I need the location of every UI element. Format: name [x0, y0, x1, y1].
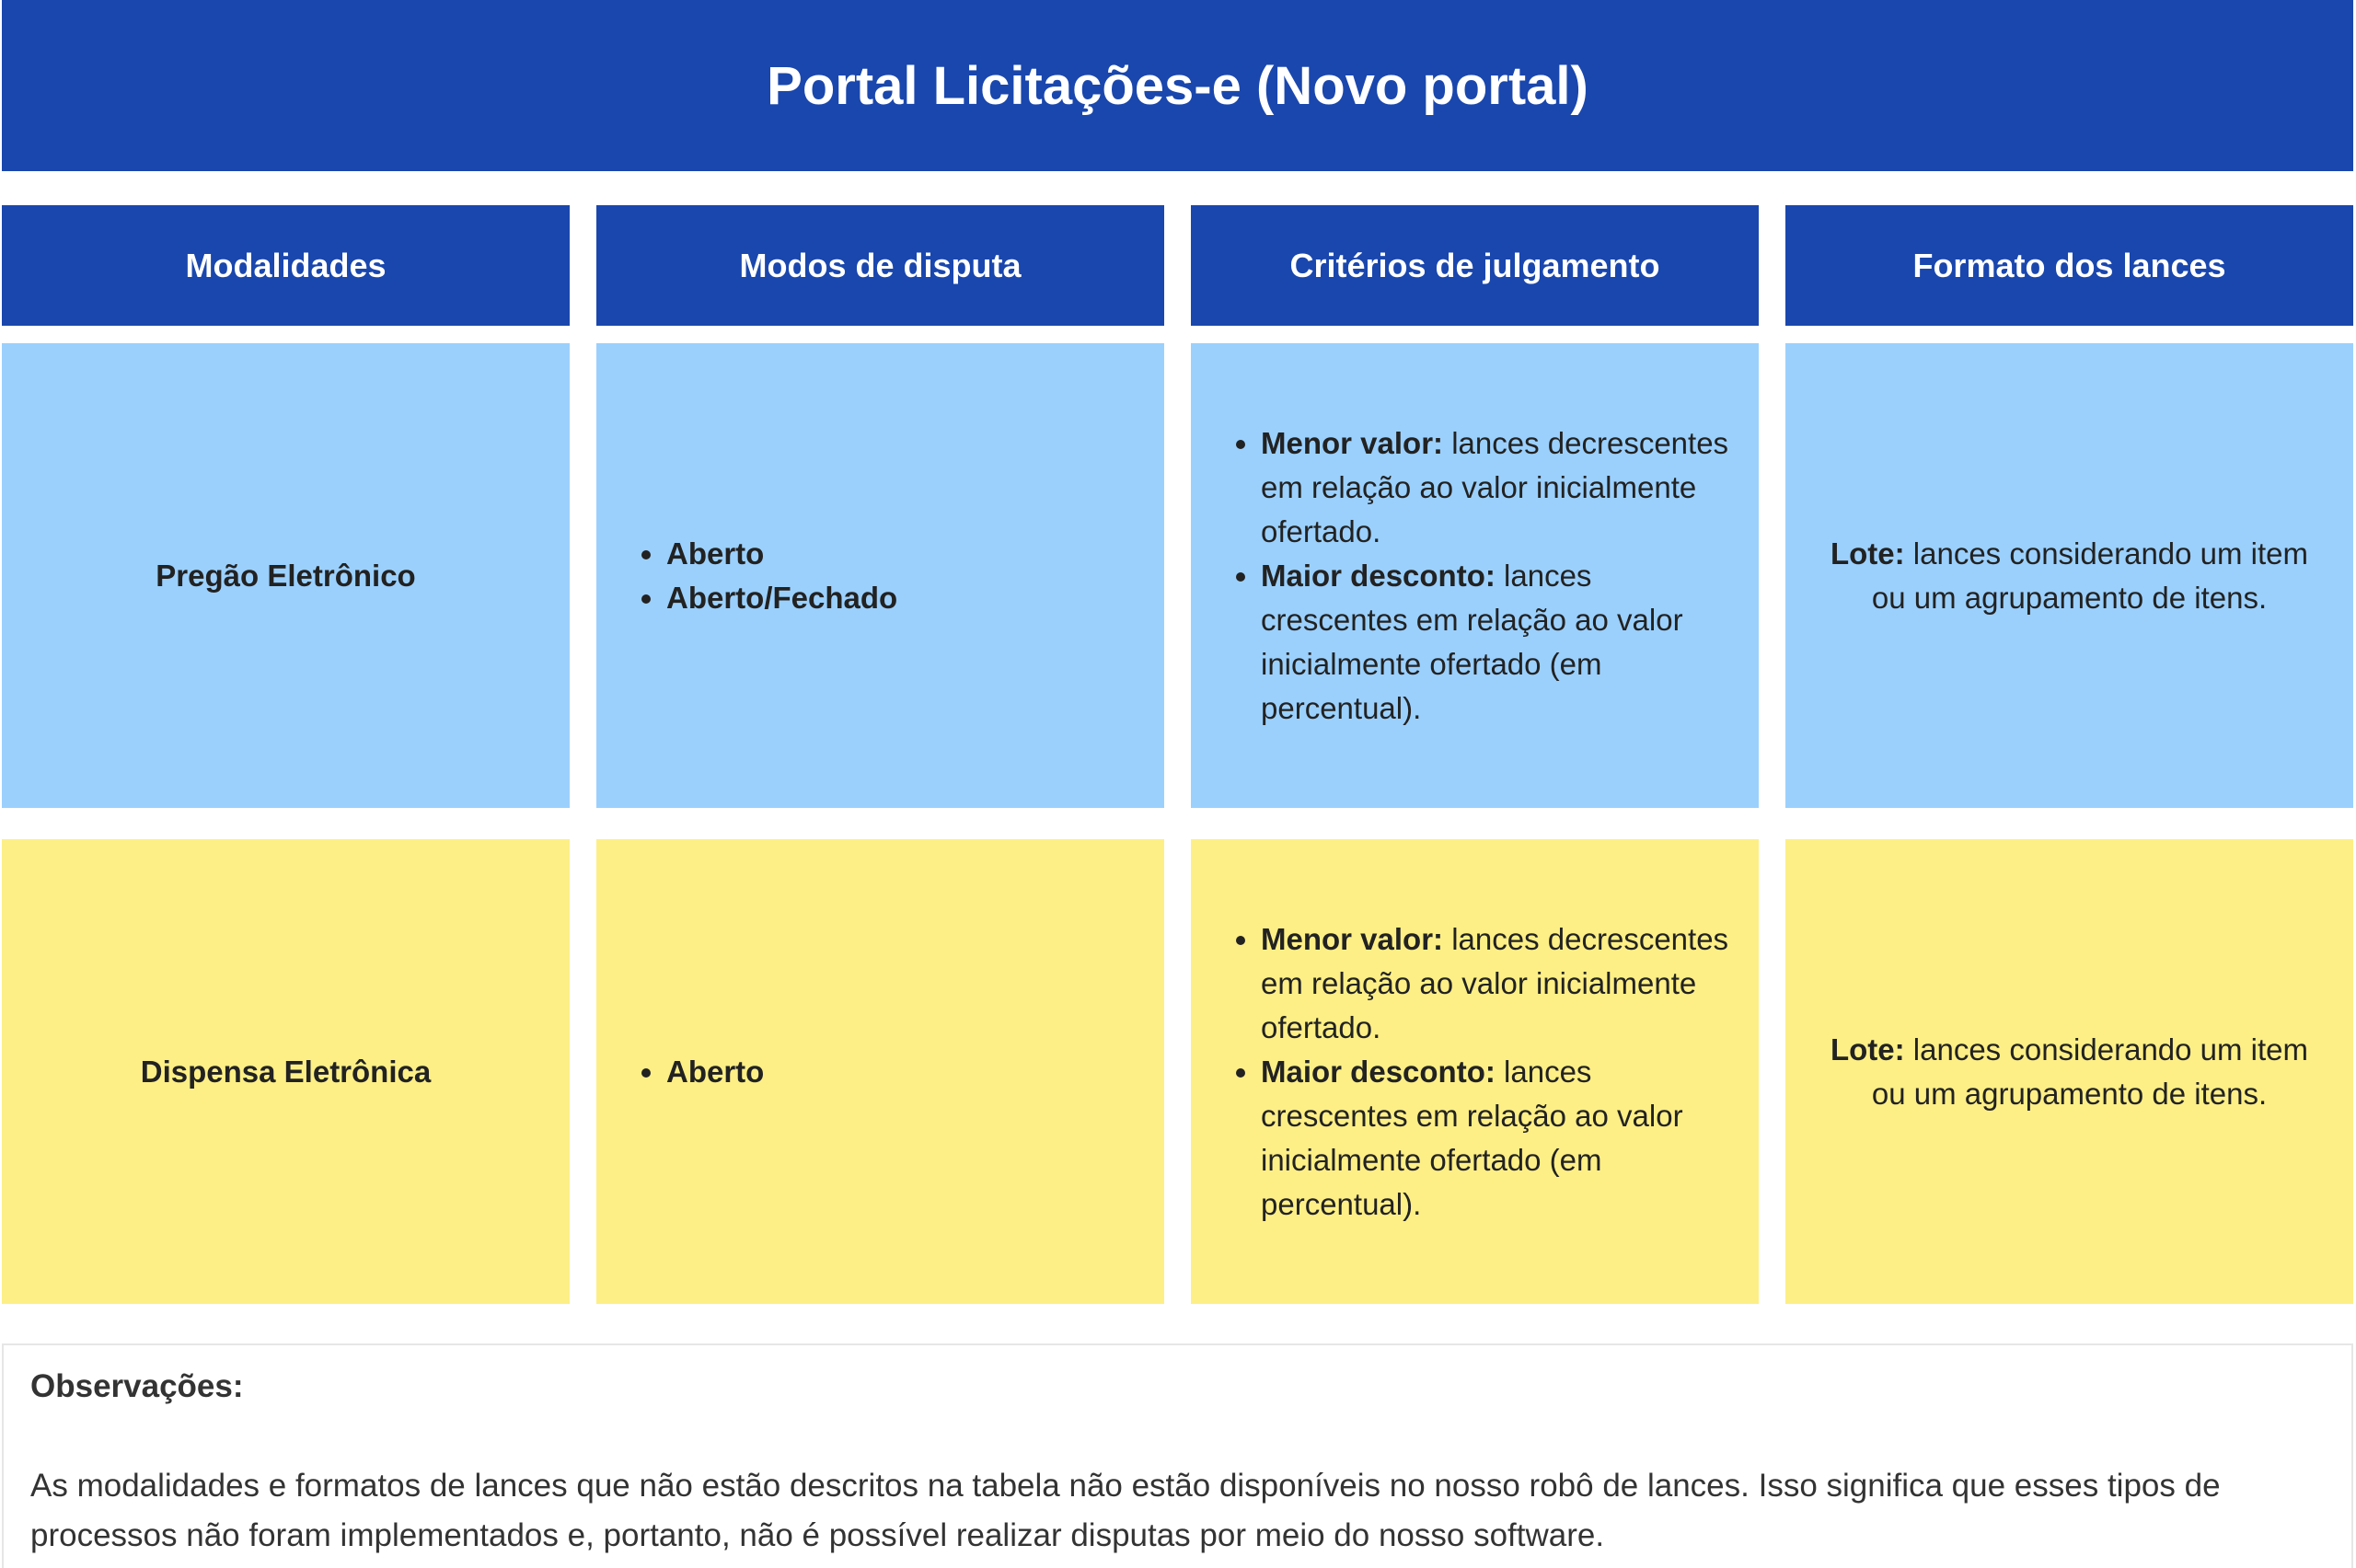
observations-title: Observações:	[30, 1368, 244, 1404]
criterio-item	[1261, 554, 1737, 731]
criterio-text: lances decrescentes em relação ao valor inicialmente ofertado.	[1261, 921, 1729, 1044]
modo-item: • Aberto/Fechado	[666, 576, 897, 620]
formato-text: lances considerando um item ou um agrupamento de itens.	[1871, 1032, 2309, 1111]
criterios-list	[1231, 917, 1737, 1227]
criterio-text: lances decrescentes em relação ao valor inicialmente ofertado.	[1261, 425, 1729, 548]
formato-cell	[1785, 839, 2353, 1304]
formato-text: lances considerando um item ou um agrupamento de itens.	[1871, 536, 2309, 615]
criterios-cell	[1191, 839, 1759, 1304]
column-header-modalidades: Modalidades	[2, 205, 570, 326]
modalidade-label: Pregão Eletrônico	[156, 558, 416, 593]
criterios-list	[1231, 421, 1737, 731]
page-title: Portal Licitações-e (Novo portal)	[2, 0, 2353, 171]
formato-cell	[1785, 343, 2353, 808]
criterio-label: Menor valor:	[1261, 921, 1444, 956]
modos-list	[637, 532, 897, 620]
modos-cell	[596, 839, 1164, 1304]
criterio-text: lances crescentes em relação ao valor inicialmente ofertado (em percentual).	[1261, 558, 1683, 725]
formato-description	[1785, 532, 2353, 620]
modalidade-cell	[2, 343, 570, 808]
criterio-text: lances crescentes em relação ao valor inicialmente ofertado (em percentual).	[1261, 1054, 1683, 1221]
observations-text: As modalidades e formatos de lances que não estão descritos na tabela não estão disponíveis no nosso robô de lances. Isso significa que esses tipos de processos não foram implementados e, portanto, não é possível realizar disputas por meio do nosso software.	[30, 1468, 2221, 1553]
modalidade-label: Dispensa Eletrônica	[140, 1054, 432, 1089]
formato-label: Lote:	[1830, 536, 1905, 571]
column-header-criterios-de-julgamento: Critérios de julgamento	[1191, 205, 1759, 326]
criterios-cell	[1191, 343, 1759, 808]
criterio-label: Maior desconto:	[1261, 1054, 1496, 1089]
column-header-modos-de-disputa: Modos de disputa	[596, 205, 1164, 326]
modo-item: • Aberto	[666, 1050, 764, 1094]
modos-cell	[596, 343, 1164, 808]
modalidade-cell	[2, 839, 570, 1304]
criterio-label: Maior desconto:	[1261, 558, 1496, 593]
criterio-item	[1261, 421, 1737, 554]
criterio-item	[1261, 1050, 1737, 1227]
formato-label: Lote:	[1830, 1032, 1905, 1066]
modo-item: • Aberto	[666, 532, 897, 576]
formato-description	[1785, 1028, 2353, 1116]
modos-list	[637, 1050, 764, 1094]
criterio-label: Menor valor:	[1261, 425, 1444, 460]
criterio-item	[1261, 917, 1737, 1050]
column-header-formato-dos-lances: Formato dos lances	[1785, 205, 2353, 326]
observations-box	[2, 1343, 2353, 1568]
